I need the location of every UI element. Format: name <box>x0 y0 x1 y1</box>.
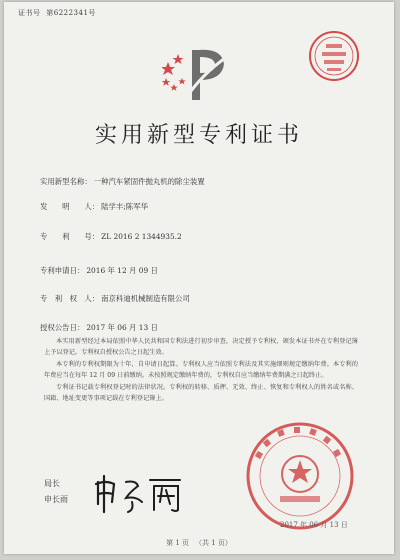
field-value: 南京科迪机械制造有限公司 <box>101 294 190 303</box>
field-row-patentee <box>40 293 190 304</box>
field-value: 2017 年 06 月 13 日 <box>86 323 158 332</box>
page-number: 第 1 页 <box>166 539 189 547</box>
field-row-utility-name <box>40 176 205 187</box>
field-value: 一种汽车紧固件抛丸机的除尘装置 <box>93 177 205 186</box>
national-ip-office-seal-icon <box>244 420 356 532</box>
field-value: 陆学丰;陈军华 <box>101 202 148 211</box>
field-row-inventor <box>40 201 148 212</box>
field-label: 专 利 号： <box>40 232 100 241</box>
certificate-body-text <box>44 336 358 404</box>
seal-date: 2017 年 06 月 13 日 <box>280 521 348 529</box>
field-label: 发 明 人： <box>40 202 100 211</box>
field-value: 2016 年 12 月 09 日 <box>86 266 158 275</box>
field-label: 授权公告日： <box>40 323 85 332</box>
field-row-grant-date <box>40 322 158 333</box>
field-label: 专 利 权 人： <box>40 294 100 303</box>
certificate-number-label: 证书号 <box>18 9 41 17</box>
signatory-name: 申长雨 <box>44 495 68 504</box>
certificate-page <box>4 2 394 554</box>
red-seal-small-icon <box>308 30 360 82</box>
body-paragraph: 专利证书记载专利权登记时的法律状况。专利权的转移、质押、无效、终止、恢复和专利权人的姓名或名称、国籍、地址变更等事项记载在专利登记簿上。 <box>44 383 358 403</box>
field-row-filing-date <box>40 265 158 276</box>
field-label: 实用新型名称： <box>40 177 92 186</box>
field-row-patent-number <box>40 231 182 242</box>
certificate-number <box>18 8 96 18</box>
body-paragraph: 本实用新型经过本局依照中华人民共和国专利法进行初步审查，决定授予专利权，颁发本证书并在专利登记簿上予以登记。专利权自授权公告之日起生效。 <box>44 338 358 357</box>
certificate-title: 实用新型专利证书 <box>94 123 303 148</box>
patent-office-logo-icon <box>162 44 234 104</box>
page-total: （共 1 页） <box>195 539 232 547</box>
field-value: ZL 2016 2 1344935.2 <box>101 232 182 241</box>
body-paragraph: 本专利的专利权期限为十年，自申请日起算。专利权人应当依照专利法及其实施细则规定缴纳年费。本专利的年费应当在每年 12 月 09 日前缴纳。未按照规定缴纳年费的，专利权自应当缴纳年费期满之日起终止。 <box>44 360 358 380</box>
certificate-number-value: 第6222341号 <box>46 9 96 17</box>
page-footer <box>4 538 394 548</box>
handwritten-signature-icon <box>92 472 184 516</box>
signatory-title: 局长 <box>44 479 60 488</box>
field-label: 专利申请日： <box>40 266 85 275</box>
